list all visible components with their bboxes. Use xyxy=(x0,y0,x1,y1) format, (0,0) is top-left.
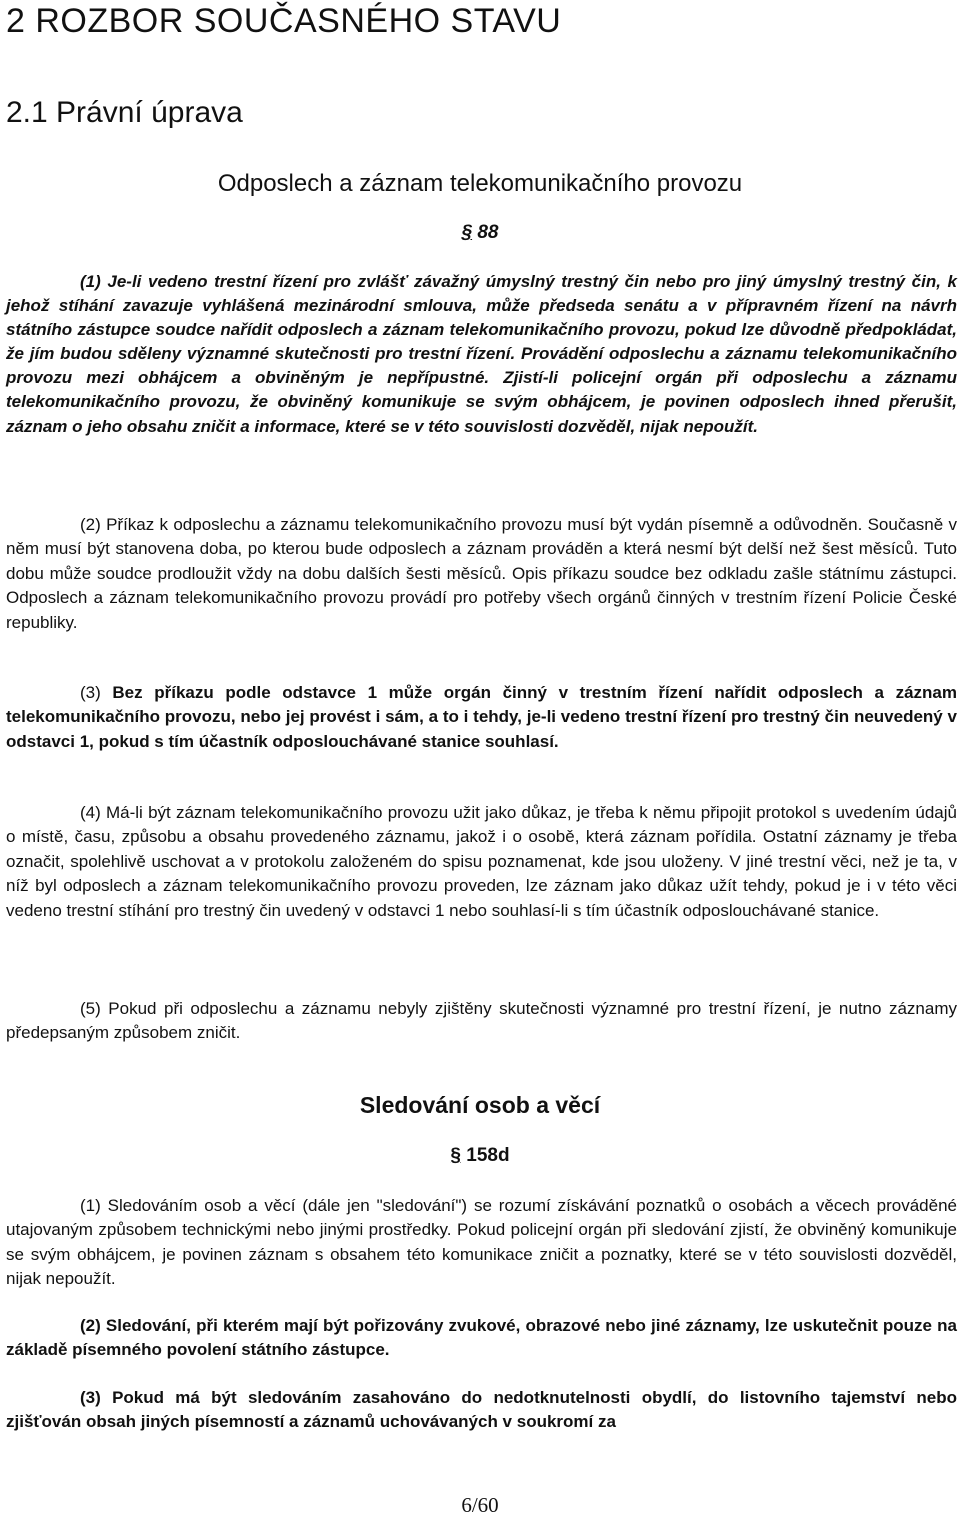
paragraph-88-3-text: Bez příkazu podle odstavce 1 může orgán činný v trestním řízení nařídit odposlech a záznam telekomunikačního provozu, nebo jej provést i sám, a to i tehdy, je-li vedeno trestní řízení pro trestný čin neuvedený v odstavci 1, pokud s tím účastník odposlouchávané stanice souhlasí. xyxy=(6,683,957,751)
paragraph-88-4-text: (4) Má-li být záznam telekomunikačního provozu užit jako důkaz, je třeba k němu připojit protokol s uvedením údajů o místě, času, způsobu a obsahu provedeného záznamu, jakož i o osobě, která záznam pořídila. Ostatní záznamy je třeba označit, spolehlivě uschovat a v protokolu založeném do spisu poznamenat, kde jsou uloženy. V jiné trestní věci, než je ta, v níž byl odposlech a záznam telekomunikačního provozu proveden, lze záznam jako důkaz užít tehdy, pokud je i v této věci vedeno trestní stíhání pro trestný čin uvedený v odstavci 1 nebo souhlasí-li s tím účastník odposlouchávané stanice. xyxy=(6,803,957,920)
paragraph-158d-2 xyxy=(6,1314,957,1363)
paragraph-88-3 xyxy=(6,681,957,754)
paragraph-88-4 xyxy=(6,801,957,923)
paragraph-158d-2-text: (2) Sledování, při kterém mají být pořizovány zvukové, obrazové nebo jiné záznamy, lze uskutečnit pouze na základě písemného povolení státního zástupce. xyxy=(6,1316,957,1360)
paragraph-heading-88 xyxy=(0,222,960,244)
section-title: 2.1 Právní úprava xyxy=(6,96,243,129)
paragraph-88-3-number: (3) xyxy=(80,683,113,702)
paragraph-158d-3 xyxy=(6,1386,957,1436)
paragraph-88-2-text: (2) Příkaz k odposlechu a záznamu telekomunikačního provozu musí být vydán písemně a odůvodněn. Současně v něm musí být stanovena doba, po kterou bude odposlech a záznam prováděn a která nesmí být delší než šest měsíců. Tuto dobu může soudce prodloužit vždy na dobu dalších šesti měsíců. Opis příkazu soudce bez odkladu zašle státnímu zástupci. Odposlech a záznam telekomunikačního provozu provádí pro potřeby všech orgánů činných v trestním řízení Policie České republiky. xyxy=(6,515,957,632)
paragraph-88-1-text: (1) Je-li vedeno trestní řízení pro zvlášť závažný úmyslný trestný čin nebo pro jiný úmyslný trestný čin, k jehož stíhání zavazuje vyhlášená mezinárodní smlouva, může předseda senátu a v přípravném řízení na návrh státního zástupce soudce nařídit odposlech a záznam telekomunikačního provozu, pokud lze důvodně předpokládat, že jím budou sděleny významné skutečnosti pro trestní řízení. Provádění odposlechu a záznamu telekomunikačního provozu mezi obhájcem a obviněným je nepřípustné. Zjistí-li policejní orgán při odposlechu a záznamu telekomunikačního provozu, že obviněný komunikuje se svým obhájcem, je povinen odposlech ihned přerušit, záznam o jeho obsahu zničit a informace, které se v této souvislosti dozvěděl, nijak nepoužít. xyxy=(6,272,957,436)
page-number: 6/60 xyxy=(461,1493,499,1517)
subsection-title-sledovani: Sledování osob a věcí xyxy=(359,1092,601,1118)
paragraph-158d-1-text: (1) Sledováním osob a věcí (dále jen "sledování") se rozumí získávání poznatků o osobách a věcech prováděné utajovaným způsobem technickými nebo jinými prostředky. Pokud policejní orgán při sledování zjistí, že obviněný komunikuje se svým obhájcem, je povinen záznam s obsahem této komunikace zničit a poznatky, které se v této souvislosti dozvěděl, nijak nepoužít. xyxy=(6,1196,957,1289)
chapter-title: 2 ROZBOR SOUČASNÉHO STAVU xyxy=(6,2,562,40)
paragraph-heading-158d xyxy=(0,1145,960,1167)
paragraph-158d-1 xyxy=(6,1194,957,1292)
paragraph-88-2 xyxy=(6,513,957,635)
paragraph-158d-3-text: (3) Pokud má být sledováním zasahováno do nedotknutelnosti obydlí, do listovního tajemství nebo zjišťován obsah jiných písemností a záznamů uchovávaných v soukromí za xyxy=(6,1388,957,1432)
paragraph-number: 158d xyxy=(466,1145,510,1166)
paragraph-88-1 xyxy=(6,270,957,439)
paragraph-88-5-text: (5) Pokud při odposlechu a záznamu nebyly zjištěny skutečnosti významné pro trestní řízení, je nutno záznamy předepsaným způsobem zničit. xyxy=(6,999,957,1043)
paragraph-88-5 xyxy=(6,997,957,1046)
paragraph-symbol: § xyxy=(461,222,473,243)
paragraph-number: 88 xyxy=(477,222,499,243)
paragraph-symbol: § xyxy=(450,1145,461,1166)
subsection-title-odposlech: Odposlech a záznam telekomunikačního provozu xyxy=(217,170,743,197)
